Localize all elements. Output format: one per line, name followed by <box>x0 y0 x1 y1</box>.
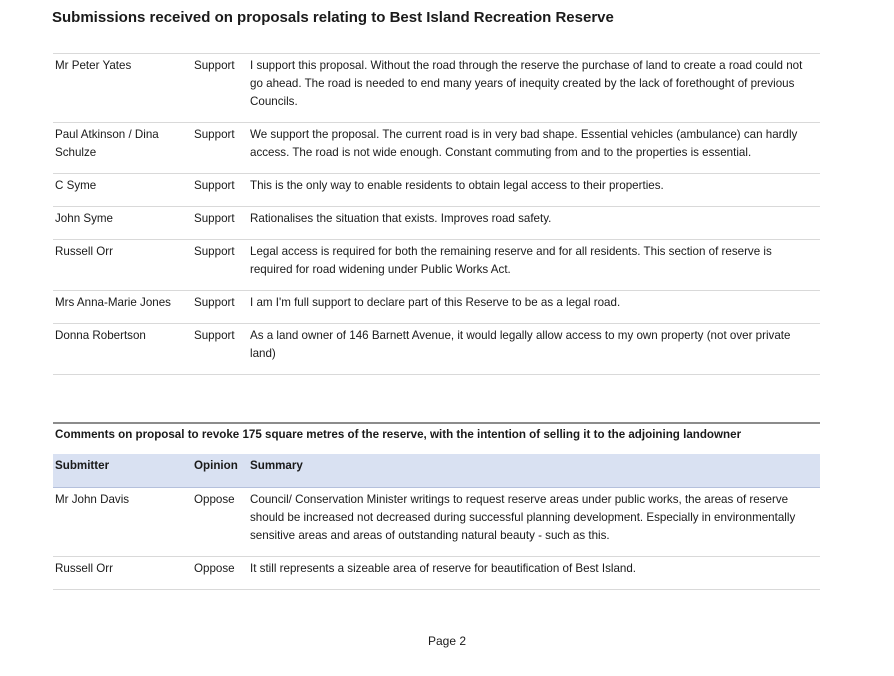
summary-cell: Council/ Conservation Minister writings to request reserve areas under public works, the areas of reserve should be increased not decreased during successful planning development. Especially in environmentally sensitive areas and areas of outstanding natural beauty - such as this. <box>250 493 796 542</box>
column-header-opinion: Opinion <box>194 459 238 472</box>
summary-cell: It still represents a sizeable area of reserve for beautification of Best Island. <box>250 562 637 575</box>
summary-cell: I am I'm full support to declare part of this Reserve to be as a legal road. <box>250 296 621 309</box>
opinion-cell: Support <box>194 128 235 141</box>
table-row <box>53 239 820 290</box>
summary-cell: Rationalises the situation that exists. Improves road safety. <box>250 212 552 225</box>
submitter-cell: Donna Robertson <box>55 329 146 342</box>
opinion-cell: Support <box>194 212 235 225</box>
submitter-cell: Russell Orr <box>55 562 113 575</box>
table-header-row <box>53 454 820 488</box>
submissions-table <box>53 53 820 375</box>
page-title: Submissions received on proposals relating to Best Island Recreation Reserve <box>52 9 614 26</box>
table-row <box>53 488 820 556</box>
column-header-submitter: Submitter <box>55 459 110 472</box>
submitter-cell: Mrs Anna-Marie Jones <box>55 296 171 309</box>
opinion-cell: Oppose <box>194 562 235 575</box>
opinion-cell: Support <box>194 329 235 342</box>
summary-cell: Legal access is required for both the remaining reserve and for all residents. This section of reserve is required for road widening under Public Works Act. <box>250 245 772 276</box>
column-header-summary: Summary <box>250 459 303 472</box>
submitter-cell: John Syme <box>55 212 113 225</box>
submitter-cell: Russell Orr <box>55 245 113 258</box>
table-row <box>53 206 820 239</box>
submitter-cell: C Syme <box>55 179 97 192</box>
page-number: Page 2 <box>427 634 467 648</box>
opinion-cell: Oppose <box>194 493 235 506</box>
table-row <box>53 290 820 323</box>
opinion-cell: Support <box>194 296 235 309</box>
table-row <box>53 323 820 375</box>
comments-section <box>53 422 820 590</box>
summary-cell: We support the proposal. The current road is in very bad shape. Essential vehicles (ambulance) can hardly access. The road is not wide enough. Constant commuting from and to the properties is essential. <box>250 128 798 159</box>
table-row <box>53 53 820 122</box>
summary-cell: I support this proposal. Without the road through the reserve the purchase of land to create a road could not go ahead. The road is needed to end many years of inequity created by the lack of forethought of previous Councils. <box>250 59 803 108</box>
opinion-cell: Support <box>194 245 235 258</box>
opinion-cell: Support <box>194 59 235 72</box>
table-row <box>53 122 820 173</box>
submitter-cell: Mr Peter Yates <box>55 59 132 72</box>
submitter-cell: Mr John Davis <box>55 493 130 506</box>
submitter-cell: Paul Atkinson / Dina Schulze <box>55 128 159 159</box>
opinion-cell: Support <box>194 179 235 192</box>
summary-cell: As a land owner of 146 Barnett Avenue, it would legally allow access to my own property (not over private land) <box>250 329 791 360</box>
summary-cell: This is the only way to enable residents to obtain legal access to their properties. <box>250 179 664 192</box>
table-row <box>53 173 820 206</box>
table-row <box>53 556 820 590</box>
section-heading: Comments on proposal to revoke 175 square metres of the reserve, with the intention of selling it to the adjoining landowner <box>53 422 820 454</box>
